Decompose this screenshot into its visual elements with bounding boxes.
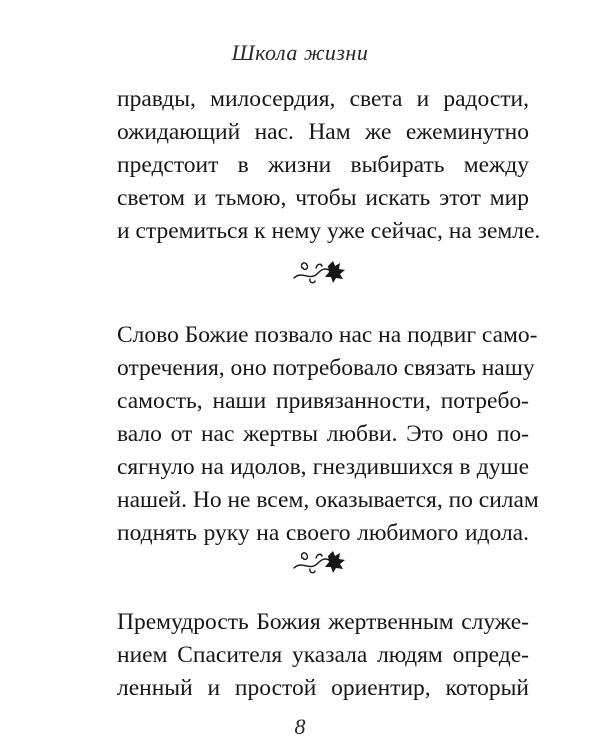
text-line: предстоит в жизни выбирать между [117,152,529,178]
text-line: и стремиться к нему уже сейчас, на земле. [117,218,541,244]
paragraph-1 [117,83,541,248]
text-line: самость, наши привязанности, потребо- [117,388,529,414]
paragraph-2 [117,319,539,550]
page-number: 8 [294,714,306,739]
text-line: правды, милосердия, света и радости, [117,86,529,112]
text-line: нием Спасителя указала людям опреде- [117,642,529,668]
text-line: нашей. Но не всем, оказывается, по силам [117,487,539,513]
vine-leaf-ornament-icon [292,546,352,576]
text-line: ожидающий нас. Нам же ежеминутно [117,119,529,145]
running-head: Школа жизни [231,40,369,65]
text-line: Премудрость Божия жертвенным служе- [117,609,529,635]
text-line: светом и тьмою, чтобы искать этот мир [117,185,529,211]
text-line: поднять руку на своего любимого идола. [117,520,529,546]
text-line: отречения, оно потребовало связать нашу [117,355,535,381]
text-line: Слово Божие позвало нас на подвиг само- [117,322,538,348]
text-line: ленный и простой ориентир, который [117,675,529,701]
text-line: вало от нас жертвы любви. Это оно по- [117,421,529,447]
paragraph-3 [117,606,529,705]
vine-leaf-ornament-icon [292,256,352,286]
text-line: сягнуло на идолов, гнездившихся в душе [117,454,529,480]
